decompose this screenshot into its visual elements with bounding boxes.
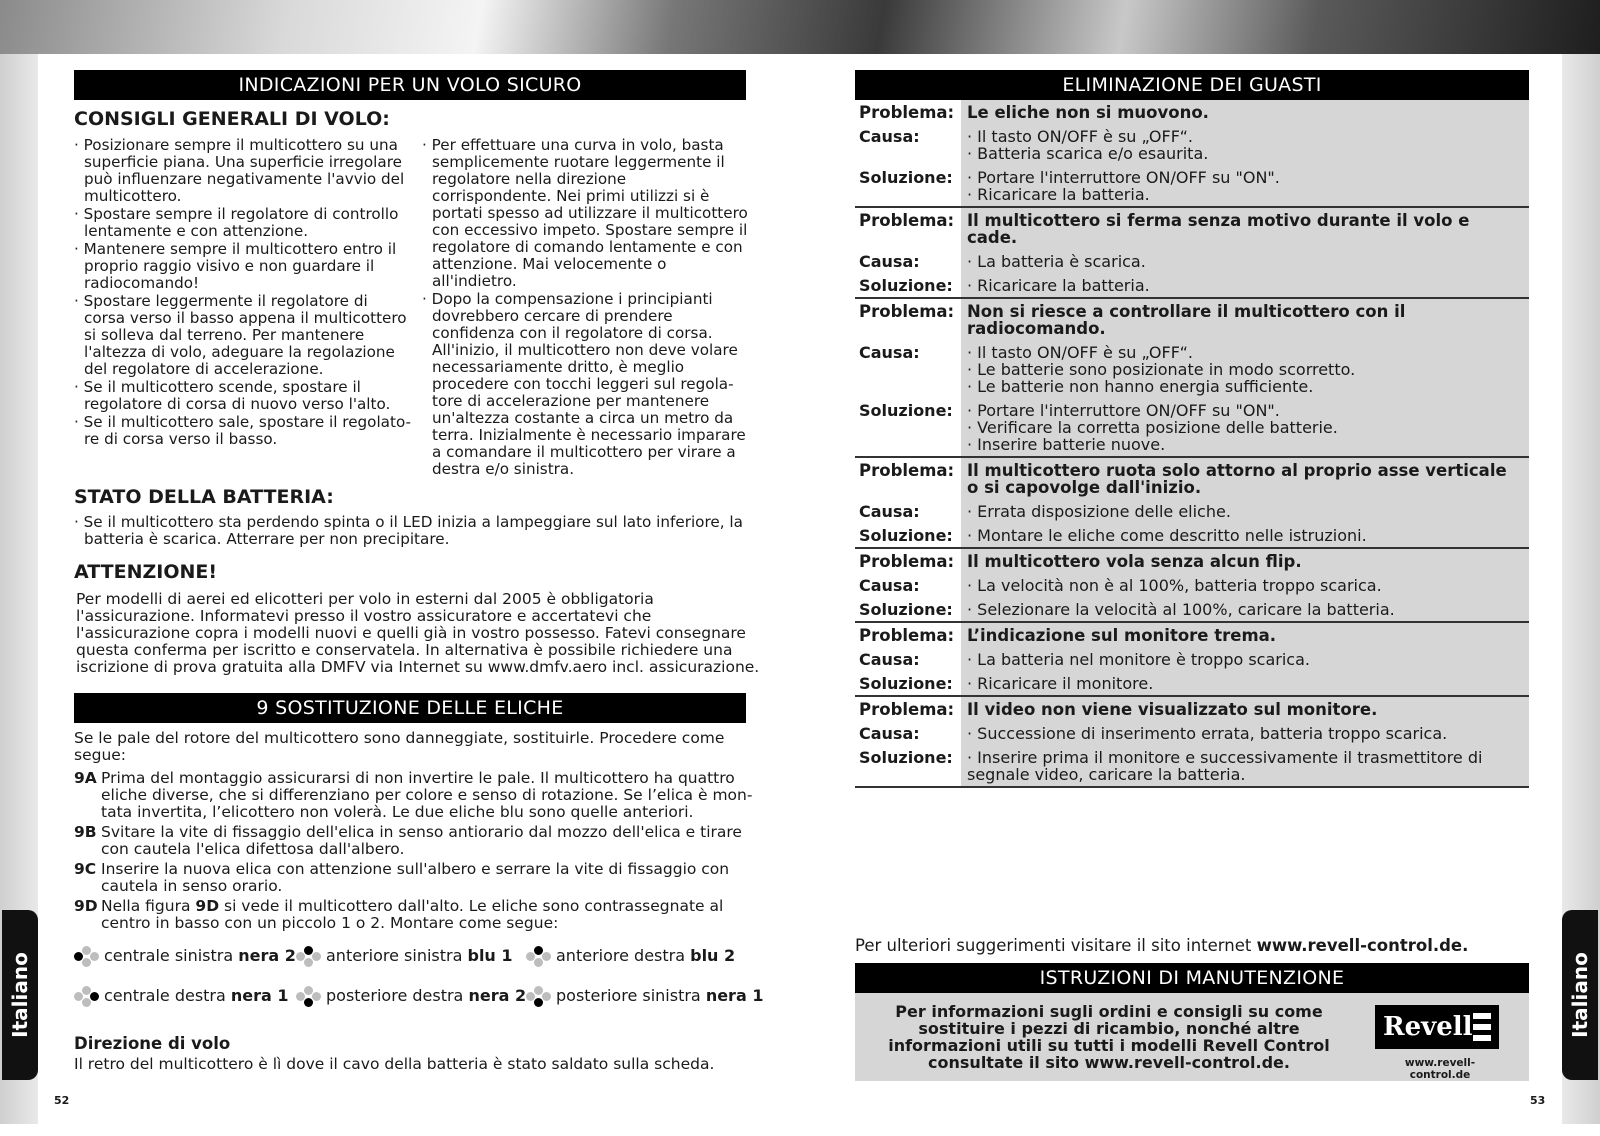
maintenance-text: Per informazioni sugli ordini e consigli su come sostituire i pezzi di ricambio, nonché altre informazioni utili su tutti i modelli Revell Control consultate il sito www.revell-control.de. xyxy=(888,1002,1330,1072)
troubleshooting-bar: ELIMINAZIONE DEI GUASTI xyxy=(855,70,1529,100)
cause-line: · La velocità non è al 100%, batteria troppo scarica. xyxy=(967,577,1523,594)
legend-color: nera 1 xyxy=(230,986,289,1005)
tip-item: · Per effettuare una curva in volo, basta semplicemente ruotare leggermente il regolatore nella direzione corrispondente. Nei primi utilizzi si è portati spesso ad utilizzare il multicottero con eccessivo impeto. Spostare sempre il regolatore di comando lentamente e con attenzione. Mai velocemente o all'indietro. xyxy=(422,137,750,290)
cause-row xyxy=(855,573,1529,597)
cause-line: · Errata disposizione delle eliche. xyxy=(967,503,1523,520)
tip-item: · Se il multicottero scende, spostare il regolatore di corsa di nuovo verso l'alto. xyxy=(74,379,412,413)
trouble-item xyxy=(855,697,1529,788)
tips-column-2 xyxy=(422,137,750,479)
general-tips-heading: CONSIGLI GENERALI DI VOLO: xyxy=(74,108,390,130)
cause-row xyxy=(855,124,1529,165)
prob-label: Problema: xyxy=(855,299,961,340)
cause-line: · Le batterie sono posizionate in modo scorretto. xyxy=(967,361,1523,378)
prob-row xyxy=(855,623,1529,647)
sol-label: Soluzione: xyxy=(855,523,961,547)
propeller-steps xyxy=(74,770,754,935)
propeller-position-icon xyxy=(74,985,100,1007)
cause-value xyxy=(961,647,1529,671)
legend-color: nera 2 xyxy=(468,986,527,1005)
legend-color: nera 2 xyxy=(238,946,296,965)
solution-line: · Ricaricare il monitore. xyxy=(967,675,1523,692)
cause-label: Causa: xyxy=(855,499,961,523)
cause-label: Causa: xyxy=(855,249,961,273)
cause-label: Causa: xyxy=(855,573,961,597)
step-9b xyxy=(74,824,754,858)
sol-row xyxy=(855,273,1529,297)
legend-item xyxy=(296,985,526,1007)
cause-line: · La batteria è scarica. xyxy=(967,253,1523,270)
prob-label: Problema: xyxy=(855,208,961,249)
tips-column-1 xyxy=(74,137,412,449)
solution-line: · Portare l'interruttore ON/OFF su "ON". xyxy=(967,169,1523,186)
solution-line: · Selezionare la velocità al 100%, caricare la batteria. xyxy=(967,601,1523,618)
step-9c xyxy=(74,861,754,895)
revell-logo-url[interactable]: www.revell-control.de xyxy=(1404,1057,1476,1081)
sol-value xyxy=(961,671,1529,695)
sol-row xyxy=(855,671,1529,695)
sol-value xyxy=(961,273,1529,297)
sol-label: Soluzione: xyxy=(855,273,961,297)
legend-item xyxy=(526,945,735,967)
cause-row xyxy=(855,249,1529,273)
battery-heading: STATO DELLA BATTERIA: xyxy=(74,486,334,508)
sol-label: Soluzione: xyxy=(855,671,961,695)
step-9d xyxy=(74,898,754,932)
figure-ref: 9D xyxy=(195,897,220,915)
legend-item xyxy=(296,945,513,967)
legend-color: blu 2 xyxy=(690,946,736,965)
more-tips-note: Per ulteriori suggerimenti visitare il sito internet www.revell-control.de. xyxy=(855,936,1469,955)
prob-row xyxy=(855,458,1529,499)
step-text: Inserire la nuova elica con attenzione sull'albero e serrare la vite di fissaggio con cautela in senso orario. xyxy=(101,860,730,895)
cause-row xyxy=(855,340,1529,398)
step-key: 9A xyxy=(74,769,97,787)
legend-label: anteriore destra xyxy=(556,946,691,965)
cause-row xyxy=(855,647,1529,671)
trouble-item xyxy=(855,458,1529,549)
legend-label: posteriore destra xyxy=(326,986,469,1005)
solution-line: · Ricaricare la batteria. xyxy=(967,186,1523,203)
prob-row xyxy=(855,697,1529,721)
sol-value xyxy=(961,523,1529,547)
legend-label: centrale sinistra xyxy=(104,946,239,965)
cause-value xyxy=(961,249,1529,273)
page-number-left: 52 xyxy=(54,1094,70,1107)
trouble-item xyxy=(855,208,1529,299)
step-text: Svitare la vite di fissaggio dell'elica in senso antiorario dal mozzo dell'elica e tirare con cautela l'elica difettosa dall'albero. xyxy=(101,823,742,858)
propeller-position-icon xyxy=(526,985,552,1007)
propeller-position-icon xyxy=(296,945,322,967)
language-tab-right: Italiano xyxy=(1562,910,1598,1080)
propeller-position-icon xyxy=(296,985,322,1007)
sol-label: Soluzione: xyxy=(855,398,961,456)
prob-label: Problema: xyxy=(855,100,961,124)
trouble-item xyxy=(855,549,1529,623)
step-text: Nella figura xyxy=(101,897,196,915)
solution-line: · Montare le eliche come descritto nelle istruzioni. xyxy=(967,527,1523,544)
cause-line: · Successione di inserimento errata, batteria troppo scarica. xyxy=(967,725,1523,742)
propeller-intro: Se le pale del rotore del multicottero sono danneggiate, sostituirle. Procedere come segue: xyxy=(74,729,725,764)
revell-control-link[interactable]: www.revell-control.de. xyxy=(1256,936,1469,955)
revell-logo: Revell xyxy=(1375,1005,1499,1049)
cause-value xyxy=(961,499,1529,523)
prob-value: Il multicottero vola senza alcun flip. xyxy=(961,549,1529,573)
tip-item: · Spostare sempre il regolatore di controllo lentamente e con attenzione. xyxy=(74,206,412,240)
language-tab-left: Italiano xyxy=(2,910,38,1080)
cause-row xyxy=(855,721,1529,745)
sol-value xyxy=(961,165,1529,206)
cause-value xyxy=(961,573,1529,597)
legend-label: anteriore sinistra xyxy=(326,946,468,965)
legend-item xyxy=(526,985,763,1007)
sol-row xyxy=(855,745,1529,786)
sol-row xyxy=(855,165,1529,206)
header-sky-photo xyxy=(0,0,1600,60)
prob-value: Il video non viene visualizzato sul monitore. xyxy=(961,697,1529,721)
maintenance-bar: ISTRUZIONI DI MANUTENZIONE xyxy=(855,963,1529,993)
prob-value: Il multicottero ruota solo attorno al proprio asse verticale o si capovolge dall'inizio. xyxy=(961,458,1529,499)
cause-label: Causa: xyxy=(855,721,961,745)
sol-label: Soluzione: xyxy=(855,165,961,206)
safe-flight-bar: INDICAZIONI PER UN VOLO SICURO xyxy=(74,70,746,100)
solution-line: · Inserire batterie nuove. xyxy=(967,436,1523,453)
legend-color: nera 1 xyxy=(705,986,764,1005)
cause-line: · Il tasto ON/OFF è su „OFF“. xyxy=(967,128,1523,145)
solution-line: · Inserire prima il monitore e successivamente il trasmettitore di segnale video, caricare la batteria. xyxy=(967,749,1523,783)
tip-item: · Dopo la compensazione i principianti dovrebbero cercare di prendere confidenza con il regolatore di corsa. All'inizio, il multicottero non deve volare necessariamente dritto, è meglio procedere con tocchi leggeri sul regola-tore di accelerazione per mantenere un'altezza costante a circa un metro da terra. Inizialmente è necessario imparare a comandare il multicottero per virare a destra e/o sinistra. xyxy=(422,291,750,478)
legend-item xyxy=(74,985,289,1007)
step-key: 9D xyxy=(74,897,98,915)
solution-line: · Portare l'interruttore ON/OFF su "ON". xyxy=(967,402,1523,419)
attention-heading: ATTENZIONE! xyxy=(74,561,218,583)
step-key: 9B xyxy=(74,823,97,841)
flight-direction-text: Il retro del multicottero è lì dove il cavo della batteria è stato saldato sulla scheda. xyxy=(74,1055,715,1073)
propeller-legend xyxy=(74,945,764,1015)
step-key: 9C xyxy=(74,860,97,878)
cause-label: Causa: xyxy=(855,647,961,671)
step-text: Prima del montaggio assicurarsi di non invertire le pale. Il multicottero ha quattro eliche diverse, che si differenziano per colore e senso di rotazione. Se l’elica è mon-tata invertita, l’elicottero non volerà. Le due eliche blu sono quelle anteriori. xyxy=(101,769,753,821)
sol-value xyxy=(961,597,1529,621)
prob-label: Problema: xyxy=(855,623,961,647)
prob-label: Problema: xyxy=(855,549,961,573)
cause-value xyxy=(961,124,1529,165)
revell-flag-icon xyxy=(1473,1013,1491,1041)
sol-row xyxy=(855,597,1529,621)
cause-value xyxy=(961,721,1529,745)
attention-text: Per modelli di aerei ed elicotteri per volo in esterni dal 2005 è obbligatoria l'assicurazione. Informatevi presso il vostro assicuratore e accertatevi che l'assicurazione copra i modelli nuovi e quelli già in vostro possesso. Fatevi consegnare questa conferma per iscritto e conservatela. In alternativa è possibile richiedere una iscrizione di prova gratuita alla DMFV via Internet su www.dmfv.aero incl. assicurazione. xyxy=(76,590,760,676)
prob-row xyxy=(855,208,1529,249)
cause-line: · Batteria scarica e/o esaurita. xyxy=(967,145,1523,162)
cause-row xyxy=(855,499,1529,523)
tip-item: · Mantenere sempre il multicottero entro il proprio raggio visivo e non guardare il radiocomando! xyxy=(74,241,412,292)
tip-item: · Se il multicottero sale, spostare il regolato-re di corsa verso il basso. xyxy=(74,414,412,448)
prob-value: Non si riesce a controllare il multicottero con il radiocomando. xyxy=(961,299,1529,340)
cause-value xyxy=(961,340,1529,398)
solution-line: · Verificare la corretta posizione delle batterie. xyxy=(967,419,1523,436)
troubleshooting-table xyxy=(855,100,1529,788)
legend-label: centrale destra xyxy=(104,986,231,1005)
cause-label: Causa: xyxy=(855,124,961,165)
trouble-item xyxy=(855,299,1529,458)
propeller-replacement-bar: 9 SOSTITUZIONE DELLE ELICHE xyxy=(74,693,746,723)
sol-row xyxy=(855,398,1529,456)
solution-line: · Ricaricare la batteria. xyxy=(967,277,1523,294)
prob-label: Problema: xyxy=(855,458,961,499)
sol-row xyxy=(855,523,1529,547)
propeller-position-icon xyxy=(526,945,552,967)
cause-line: · Il tasto ON/OFF è su „OFF“. xyxy=(967,344,1523,361)
page-number-right: 53 xyxy=(1530,1094,1546,1107)
step-text: si vede il multicottero dall'alto. Le eliche sono contrassegnate al centro in basso con un piccolo 1 o 2. Montare come segue: xyxy=(101,897,724,932)
prob-label: Problema: xyxy=(855,697,961,721)
legend-label: posteriore sinistra xyxy=(556,986,706,1005)
flight-direction-heading: Direzione di volo xyxy=(74,1034,231,1053)
sol-label: Soluzione: xyxy=(855,745,961,786)
step-9a xyxy=(74,770,754,821)
maintenance-box xyxy=(855,993,1529,1081)
prob-row xyxy=(855,100,1529,124)
trouble-item xyxy=(855,100,1529,208)
legend-item xyxy=(74,945,296,967)
tip-item: · Posizionare sempre il multicottero su una superficie piana. Una superficie irregolare può influenzare negativamente l'avvio del multicottero. xyxy=(74,137,412,205)
battery-text: · Se il multicottero sta perdendo spinta o il LED inizia a lampeggiare sul lato inferiore, la batteria è scarica. Atterrare per non precipitare. xyxy=(74,514,754,549)
sol-value xyxy=(961,398,1529,456)
cause-line: · La batteria nel monitore è troppo scarica. xyxy=(967,651,1523,668)
propeller-position-icon xyxy=(74,945,100,967)
sol-value xyxy=(961,745,1529,786)
prob-value: Le eliche non si muovono. xyxy=(961,100,1529,124)
cause-line: · Le batterie non hanno energia sufficiente. xyxy=(967,378,1523,395)
prob-row xyxy=(855,549,1529,573)
cause-label: Causa: xyxy=(855,340,961,398)
prob-value: L’indicazione sul monitore trema. xyxy=(961,623,1529,647)
trouble-item xyxy=(855,623,1529,697)
sol-label: Soluzione: xyxy=(855,597,961,621)
prob-value: Il multicottero si ferma senza motivo durante il volo e cade. xyxy=(961,208,1529,249)
prob-row xyxy=(855,299,1529,340)
tip-item: · Spostare leggermente il regolatore di corsa verso il basso appena il multicottero si solleva dal terreno. Per mantenere l'altezza di volo, adeguare la regolazione del regolatore di accelerazione. xyxy=(74,293,412,378)
legend-color: blu 1 xyxy=(467,946,513,965)
